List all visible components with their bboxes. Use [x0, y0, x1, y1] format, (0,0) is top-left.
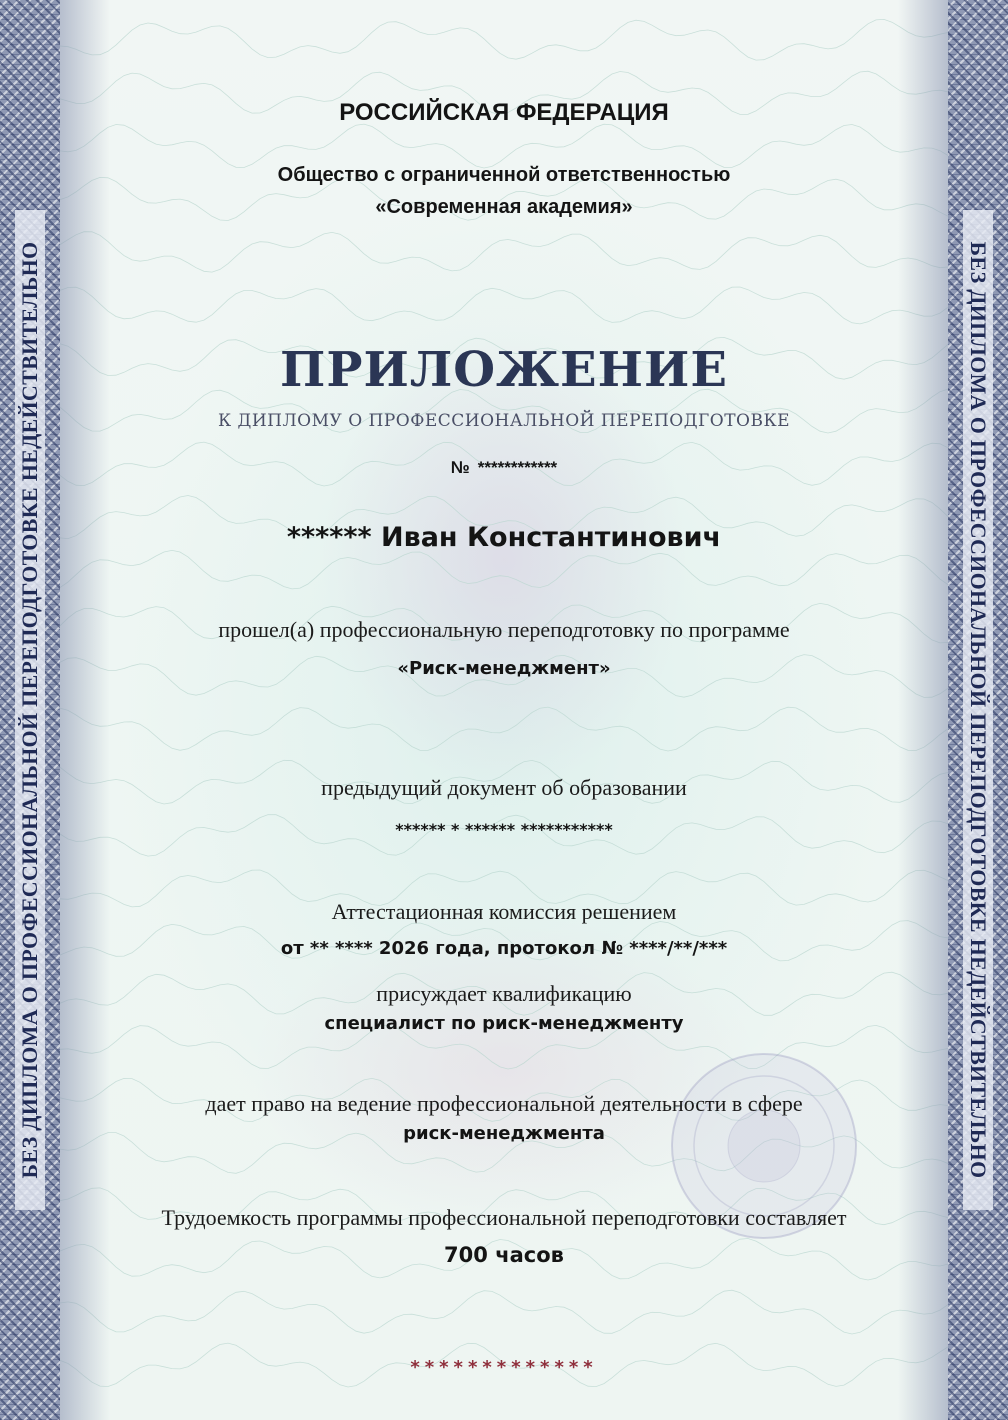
- program-intro: прошел(а) профессиональную переподготовку по программе: [218, 617, 790, 642]
- rights-label: дает право на ведение профессиональной деятельности в сфере: [205, 1091, 803, 1116]
- commission-label: Аттестационная комиссия решением: [331, 899, 677, 924]
- serial-stars: *************: [410, 1357, 598, 1378]
- hours-value: 700 часов: [444, 1243, 564, 1267]
- guilloche-wave: [60, 707, 948, 751]
- program-name: «Риск-менеджмент»: [397, 658, 611, 679]
- rights-value: риск-менеджмента: [403, 1123, 605, 1144]
- commission-decision: от ** **** 2026 года, протокол № ****/**/***: [280, 938, 728, 959]
- left-border-text: БЕЗ ДИПЛОМА О ПРОФЕССИОНАЛЬНОЙ ПЕРЕПОДГОТОВКЕ НЕДЕЙСТВИТЕЛЬНО: [15, 210, 45, 1210]
- guilloche-wave: [60, 19, 948, 60]
- guilloche-wave: [60, 1290, 948, 1334]
- document-subtitle: К ДИПЛОМУ О ПРОФЕССИОНАЛЬНОЙ ПЕРЕПОДГОТОВКЕ: [217, 411, 791, 431]
- country-heading: РОССИЙСКАЯ ФЕДЕРАЦИЯ: [339, 99, 669, 126]
- number-label: №: [450, 458, 470, 477]
- organization-name: «Современная академия»: [375, 196, 633, 218]
- document-number: [0, 456, 1008, 480]
- previous-document-value: ****** * ****** ***********: [395, 820, 613, 839]
- organization-type: Общество с ограниченной ответственностью: [277, 164, 731, 186]
- guilloche-wave: [60, 550, 948, 589]
- qualification-label: присуждает квалификацию: [376, 981, 632, 1006]
- guilloche-wave: [60, 232, 948, 272]
- guilloche-wave: [60, 287, 948, 324]
- number-value: ************: [477, 458, 558, 477]
- right-border-text: БЕЗ ДИПЛОМА О ПРОФЕССИОНАЛЬНОЙ ПЕРЕПОДГОТОВКЕ НЕДЕЙСТВИТЕЛЬНО: [963, 210, 993, 1210]
- qualification-value: специалист по риск-менеджменту: [324, 1013, 684, 1034]
- document-title: ПРИЛОЖЕНИЕ: [280, 342, 728, 398]
- previous-document-label: предыдущий документ об образовании: [321, 775, 687, 800]
- holder-name: ****** Иван Константинович: [286, 522, 722, 553]
- hours-label: Трудоемкость программы профессиональной переподготовки составляет: [161, 1205, 847, 1230]
